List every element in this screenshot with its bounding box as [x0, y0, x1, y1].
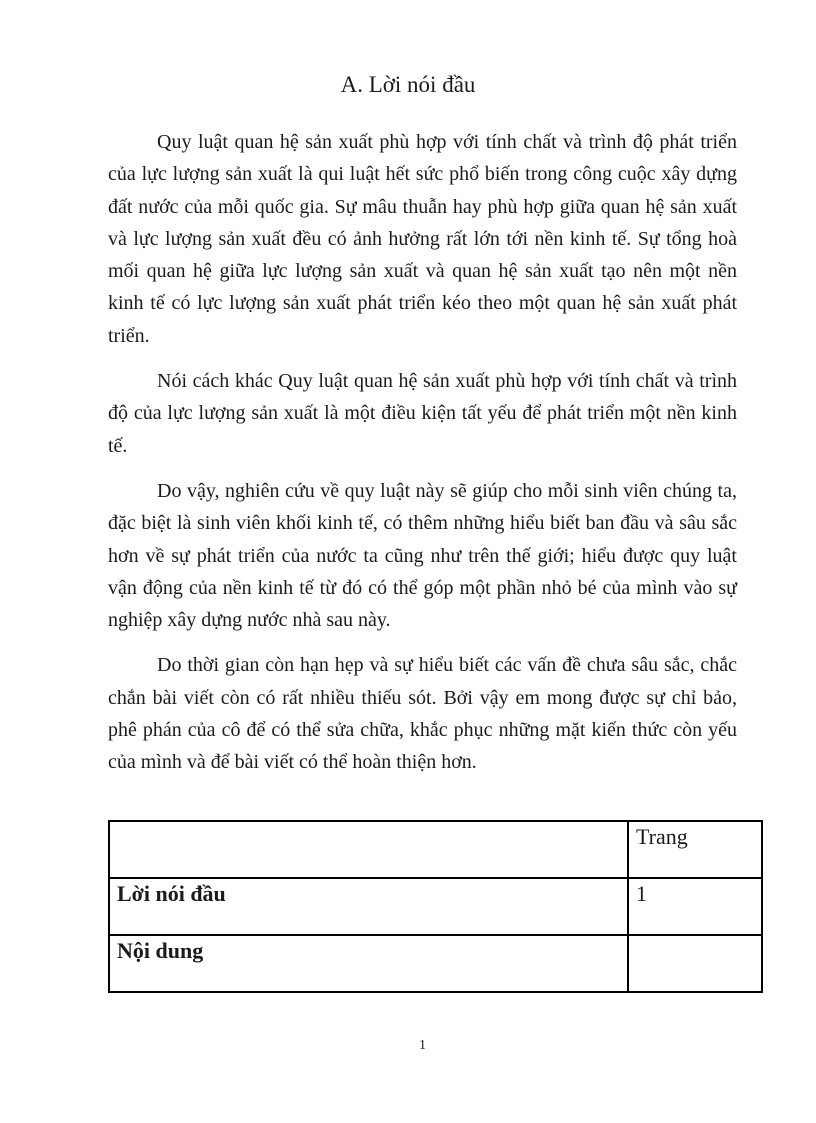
- paragraph: Do thời gian còn hạn hẹp và sự hiểu biết các vấn đề chưa sâu sắc, chắc chắn bài viết còn có rất nhiều thiếu sót. Bởi vậy em mong được sự chỉ bảo, phê phán của cô để có thể sửa chữa, khắc phục những mặt kiến thức còn yếu của mình và để bài viết có thể hoàn thiện hơn.: [108, 654, 737, 774]
- table-row: [109, 935, 762, 992]
- toc-row-page: 1: [628, 878, 762, 935]
- paragraph: Quy luật quan hệ sản xuất phù hợp với tính chất và trình độ phát triển của lực lượng sản xuất là qui luật hết sức phổ biến trong công cuộc xây dựng đất nước của mỗi quốc gia. Sự mâu thuẫn hay phù hợp giữa quan hệ sản xuất và lực lượng sản xuất đều có ảnh hưởng rất lớn tới nền kinh tế. Sự tổng hoà mối quan hệ giữa lực lượng sản xuất và quan hệ sản xuất tạo nên một nền kinh tế có lực lượng sản xuất phát triển kéo theo một quan hệ sản xuất phát triển.: [108, 131, 737, 347]
- toc-row-label: Lời nói đầu: [109, 878, 628, 935]
- page-number: 1: [419, 1038, 426, 1053]
- document-title: A. Lời nói đầu: [340, 72, 476, 97]
- toc-header-page-cell: Trang: [628, 821, 762, 878]
- body-text: [108, 126, 737, 792]
- paragraph: Nói cách khác Quy luật quan hệ sản xuất phù hợp với tính chất và trình độ của lực lượng sản xuất là một điều kiện tất yếu để phát triển một nền kinh tế.: [108, 370, 737, 457]
- toc-row-page: [628, 935, 762, 992]
- paragraph: Do vậy, nghiên cứu về quy luật này sẽ giúp cho mỗi sinh viên chúng ta, đặc biệt là sinh viên khối kinh tế, có thêm những hiểu biết ban đầu và sâu sắc hơn về sự phát triển của nước ta cũng như trên thế giới; hiểu được quy luật vận động của nền kinh tế từ đó có thể góp một phần nhỏ bé của mình vào sự nghiệp xây dựng nước nhà sau này.: [108, 479, 737, 632]
- toc-row-label: Nội dung: [109, 935, 628, 992]
- toc-table: [108, 820, 763, 993]
- toc-header-empty-cell: [109, 821, 628, 878]
- table-row: [109, 821, 762, 878]
- table-row: [109, 878, 762, 935]
